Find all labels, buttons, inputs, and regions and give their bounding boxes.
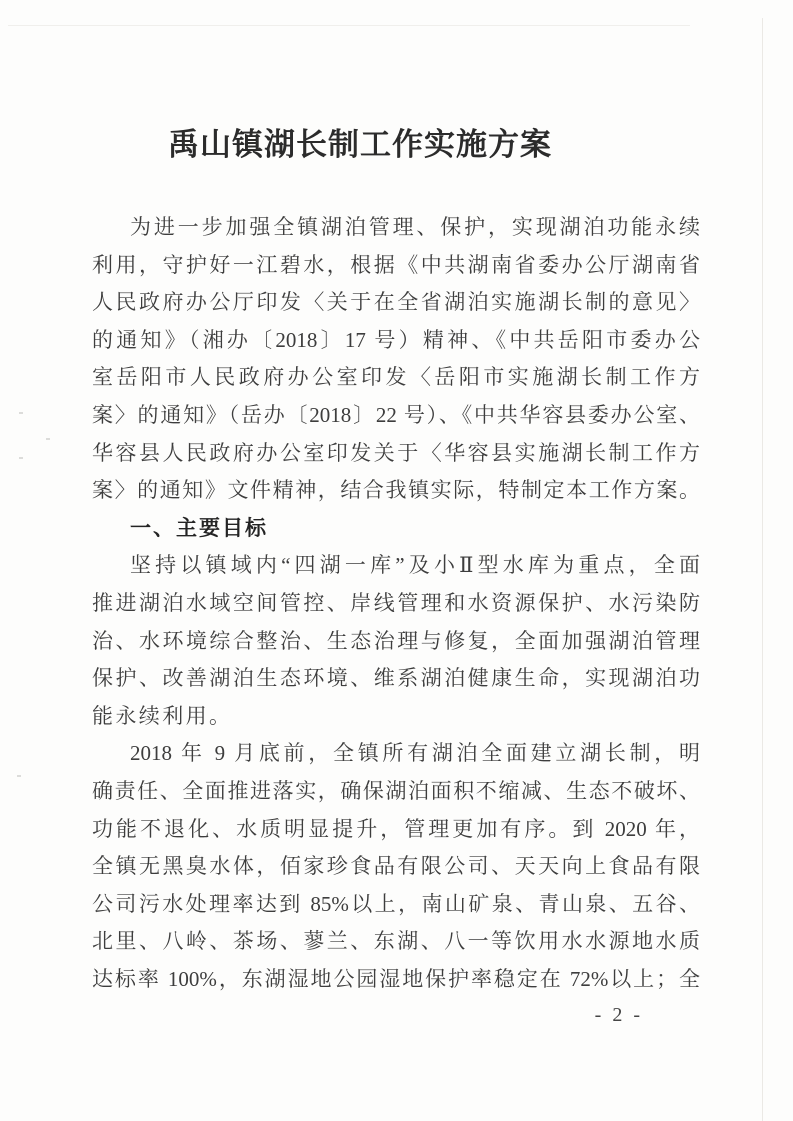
document-line: 利用，守护好一江碧水，根据《中共湖南省委办公厅湖南省 — [92, 252, 700, 277]
document-line: 为进一步加强全镇湖泊管理、保护，实现湖泊功能永续 — [130, 215, 700, 239]
document-line: 保护、改善湖泊生态环境、维系湖泊健康生命，实现湖泊功 — [92, 666, 700, 691]
page-number: - 2 - — [594, 1004, 643, 1026]
document-line: 达标率 100%，东湖湿地公园湿地保护率稳定在 72%以上；全 — [92, 966, 700, 991]
document-line: 能永续利用。 — [92, 703, 233, 728]
scan-artifact-top-edge — [8, 25, 690, 26]
scan-artifact-speck — [19, 457, 23, 459]
document-line: 坚持以镇域内“四湖一库”及小Ⅱ型水库为重点，全面 — [130, 553, 700, 578]
document-line: 2018 年 9 月底前，全镇所有湖泊全面建立湖长制，明 — [130, 741, 700, 766]
document-line: 北里、八岭、茶场、蓼兰、东湖、八一等饮用水水源地水质 — [92, 929, 700, 954]
scan-artifact-right-page-edge — [762, 18, 763, 1121]
document-line: 人民政府办公厅印发〈关于在全省湖泊实施湖长制的意见〉 — [92, 290, 700, 315]
document-title: 禹山镇湖长制工作实施方案 — [168, 127, 552, 162]
document-line: 室岳阳市人民政府办公室印发〈岳阳市实施湖长制工作方 — [92, 365, 700, 390]
document-line: 案〉的通知》（岳办〔2018〕22 号）、《中共华容县委办公室、 — [92, 402, 700, 427]
scan-artifact-speck — [46, 438, 50, 440]
document-body — [92, 209, 700, 998]
document-line: 确责任、全面推进落实，确保湖泊面积不缩减、生态不破坏、 — [92, 778, 700, 803]
document-line: 的通知》（湘办〔2018〕17 号）精神、《中共岳阳市委办公 — [92, 327, 700, 352]
document-line: 全镇无黑臭水体，佰家珍食品有限公司、天天向上食品有限 — [92, 854, 700, 879]
document-line: 华容县人民政府办公室印发关于〈华容县实施湖长制工作方 — [92, 440, 700, 465]
document-line: 功能不退化、水质明显提升，管理更加有序。到 2020 年， — [92, 816, 700, 841]
scan-artifact-speck — [17, 775, 21, 777]
document-line: 推进湖泊水域空间管控、岸线管理和水资源保护、水污染防 — [92, 590, 700, 615]
document-line: 治、水环境综合整治、生态治理与修复，全面加强湖泊管理 — [92, 628, 700, 653]
scan-artifact-speck — [19, 412, 23, 414]
document-line: 案〉的通知》文件精神，结合我镇实际，特制定本工作方案。 — [92, 478, 700, 503]
document-line: 公司污水处理率达到 85%以上，南山矿泉、青山泉、五谷、 — [92, 891, 700, 916]
section-heading: 一、主要目标 — [130, 516, 268, 540]
